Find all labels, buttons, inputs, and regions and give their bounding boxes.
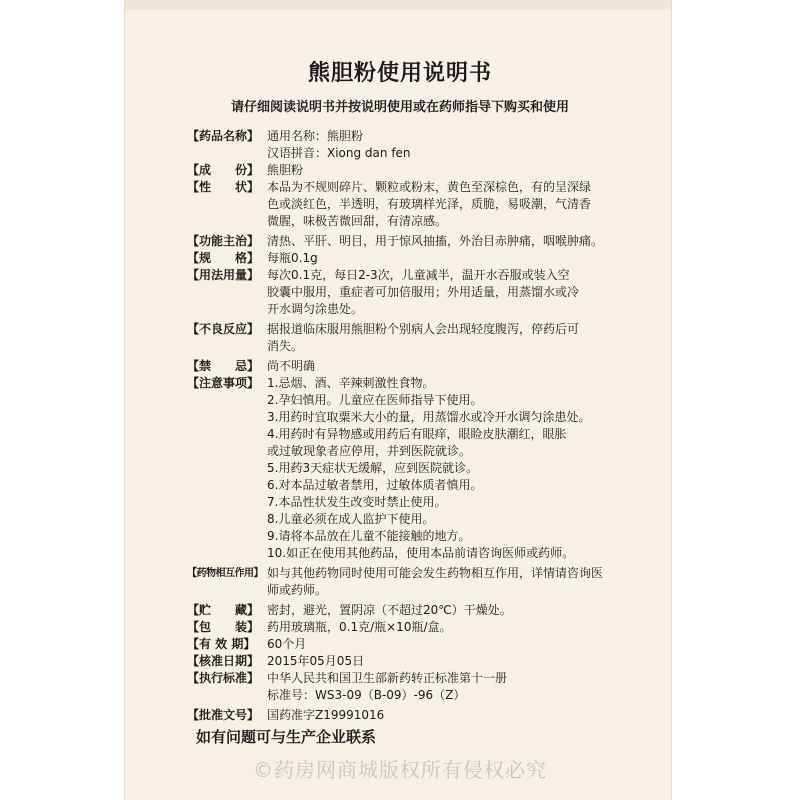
section-value <box>267 653 653 670</box>
section-label: 【成 份】 <box>187 163 260 177</box>
section-label: 【用法用量】 <box>187 268 260 282</box>
text-line: 汉语拼音：Xiong dan fen <box>267 146 411 160</box>
section-precautions <box>187 375 653 562</box>
section-package <box>187 619 653 636</box>
text-line: 国药准字Z19991016 <box>267 708 385 722</box>
leaflet-content <box>187 128 653 724</box>
text-line: 开水调匀涂患处。 <box>267 302 364 316</box>
section-label: 【规 格】 <box>187 251 260 265</box>
text-line: 清热、平肝、明目，用于惊风抽搐，外治目赤肿痛，咽喉肿痛。 <box>267 234 604 248</box>
section-functions <box>187 233 653 250</box>
section-value <box>267 636 653 653</box>
section-value <box>267 358 653 375</box>
subtitle: 请仔细阅读说明书并按说明使用或在药师指导下购买和使用 <box>230 100 569 115</box>
text-line: 4.用药时有异物感或用药后有眼痒，眼睑皮肤潮红，眼胀 <box>267 427 567 441</box>
text-line: 尚不明确 <box>267 359 316 373</box>
section-contraindications <box>187 358 653 375</box>
section-value <box>267 233 653 250</box>
section-approval-date <box>187 653 653 670</box>
text-line: 通用名称：熊胆粉 <box>267 129 364 143</box>
text-line: 6.对本品过敏者禁用，过敏体质者慎用。 <box>267 478 483 492</box>
text-line: 据报道临床服用熊胆粉个别病人会出现轻度腹泻，停药后可 <box>267 322 580 336</box>
section-label: 【包 装】 <box>187 620 260 634</box>
section-label: 【性 状】 <box>187 180 260 194</box>
text-line: 微腥，味极苦微回甜，有清凉感。 <box>267 214 448 228</box>
text-line: 本品为不规则碎片、颗粒或粉末，黄色至深棕色，有的呈深绿 <box>267 180 592 194</box>
text-line: 每次0.1克，每日2-3次，儿童减半，温开水吞服或装入空 <box>267 268 570 282</box>
section-value <box>267 375 653 562</box>
text-line: 9.请将本品放在儿童不能接触的地方。 <box>267 529 471 543</box>
text-line: 1.忌烟、酒、辛辣刺激性食物。 <box>267 376 435 390</box>
section-drug-interactions <box>187 565 653 599</box>
section-value <box>267 707 653 724</box>
section-adverse-reactions <box>187 321 653 355</box>
section-label: 【执行标准】 <box>187 671 260 685</box>
section-label: 【有 效 期】 <box>187 637 256 651</box>
section-composition <box>187 162 653 179</box>
text-line: 熊胆粉 <box>267 163 304 177</box>
section-label: 【药品名称】 <box>187 129 260 143</box>
section-label: 【禁 忌】 <box>187 359 260 373</box>
text-line: 10.如正在使用其他药品，使用本品前请咨询医师或药师。 <box>267 546 575 560</box>
section-standard <box>187 670 653 704</box>
text-line: 师或药师。 <box>267 583 328 597</box>
text-line: 3.用药时宜取粟米大小的量，用蒸馏水或冷开水调匀涂患处。 <box>267 410 591 424</box>
section-label: 【不良反应】 <box>187 322 260 336</box>
section-value <box>267 321 653 355</box>
text-line: 密封，避光，置阴凉（不超过20℃）干燥处。 <box>267 603 512 617</box>
section-value <box>267 619 653 636</box>
section-validity <box>187 636 653 653</box>
section-value <box>267 128 653 162</box>
section-approval-number <box>187 707 653 724</box>
paper-top-edge <box>125 0 671 10</box>
text-line: 色或淡红色，半透明，有玻璃样光泽，质脆，易吸潮，气清香 <box>267 197 592 211</box>
text-line: 标准号：WS3-09（B-09）-96（Z） <box>267 688 466 702</box>
section-label: 【功能主治】 <box>187 234 260 248</box>
text-line: 药用玻璃瓶，0.1克/瓶×10瓶/盒。 <box>267 620 452 634</box>
section-properties <box>187 179 653 230</box>
section-value <box>267 250 653 267</box>
text-line: 2.孕妇慎用。儿童应在医师指导下使用。 <box>267 393 483 407</box>
section-drug-name <box>187 128 653 162</box>
text-line: 每瓶0.1g <box>267 251 318 265</box>
text-line: 中华人民共和国卫生部新药转正标准第十一册 <box>267 671 508 685</box>
section-spec <box>187 250 653 267</box>
text-line: 8.儿童必须在成人监护下使用。 <box>267 512 435 526</box>
section-value <box>267 267 653 318</box>
text-line: 60个月 <box>267 637 307 651</box>
section-value <box>267 602 653 619</box>
section-value <box>267 670 653 704</box>
contact-note: 如有问题可与生产企业联系 <box>196 728 377 746</box>
section-label: 【注意事项】 <box>187 376 260 390</box>
section-value <box>267 162 653 179</box>
section-label: 【批准文号】 <box>187 708 260 722</box>
text-line: 2015年05月05日 <box>267 654 365 668</box>
text-line: 5.用药3天症状无缓解，应到医院就诊。 <box>267 461 479 475</box>
text-line: 消失。 <box>267 339 304 353</box>
text-line: 7.本品性状发生改变时禁止使用。 <box>267 495 447 509</box>
section-usage <box>187 267 653 318</box>
section-value <box>267 179 653 230</box>
text-line: 胶囊中服用，重症者可加倍服用；外用适量，用蒸馏水或冷 <box>267 285 580 299</box>
section-storage <box>187 602 653 619</box>
section-label: 【核准日期】 <box>187 654 260 668</box>
text-line: 或过敏现象者应停用，并到医院就诊。 <box>267 444 472 458</box>
text-line: 如与其他药物同时使用可能会发生药物相互作用，详情请咨询医 <box>267 566 604 580</box>
section-label: 【贮 藏】 <box>187 603 260 617</box>
section-label: 【药物相互作用】 <box>187 568 263 579</box>
section-value <box>267 565 653 599</box>
copyright-watermark: ©药房网商城版权所有侵权必究 <box>253 758 547 782</box>
page-title: 熊胆粉使用说明书 <box>307 61 492 86</box>
